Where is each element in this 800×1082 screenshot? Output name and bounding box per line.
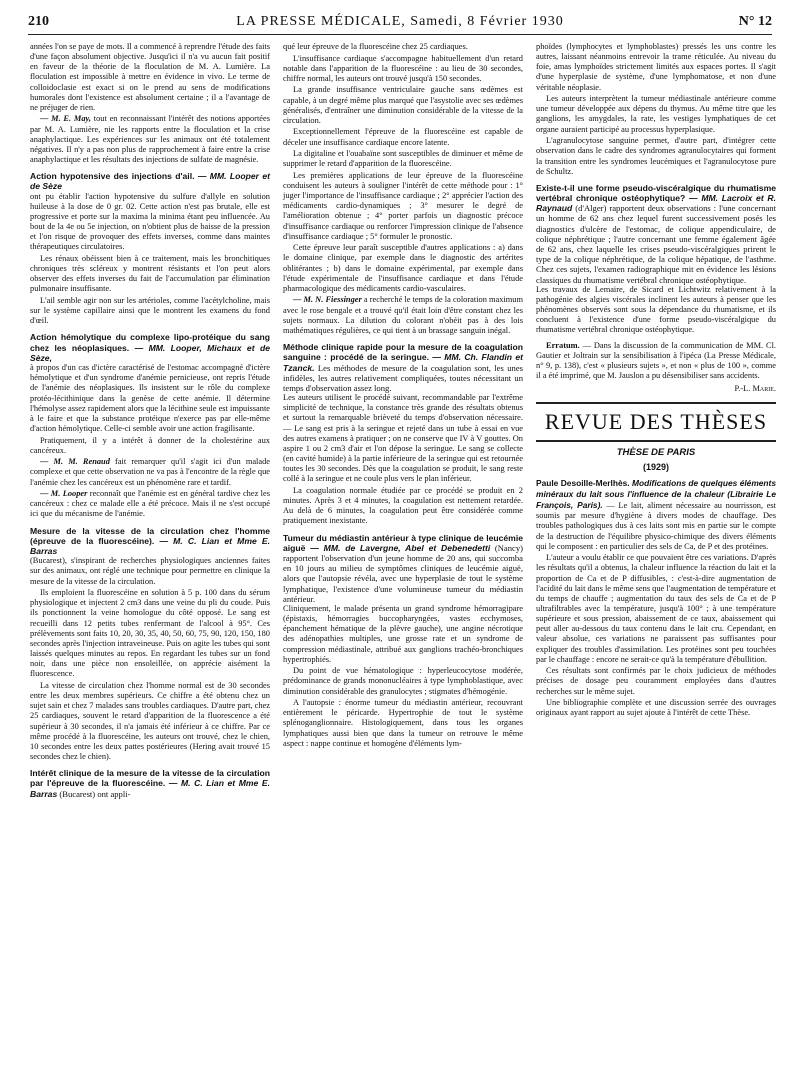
heading-text: Action hypotensive des injections d'ail.	[30, 171, 195, 182]
these-year: (1929)	[642, 461, 669, 472]
paragraph: L'auteur a voulu établir ce que pouvaient être ces variations. D'après les résultats qu'il a obtenus, la chaleur influence la réaction du lait et la proportion de Ca et de P diffusibles, : c'est-à-dire augmentation de l'acidité du lait dans le même sens que l'augmentation de température et du temps de chauffe ; augmentation du taux des sels de Ca et de P ultrafiltrables avec la température, jusqu'à 100° ; à une température supérieure et sous pression, abaissement de ce taux, abaissement qui peut aller au-dessous du taux contenu dans le lait cru. Cependant, en valeur absolue, ces variations ne paraissent pas suffisantes pour expliquer des troubles d'assimilation. Les protéines sont peu touchées par le chauffage : encore ne serait-ce qu'à la température d'ébullition.	[536, 553, 776, 664]
signature: P.-L. Marie.	[734, 384, 776, 394]
section-heading	[283, 342, 523, 393]
author-names: — M. N. Fiessinger	[293, 295, 362, 305]
paragraph: Cliniquement, le malade présenta un grand syndrome hémorragipare (épistaxis, hémorragies buccopharyngées, vastes ecchymoses, épanchement hématique de la plèvre gauche), une angine nécrotique des adénopathies multiples, une grosse rate et un syndrome de compression médiastinale, attribué aux ganglions trachéo-bronchiques hypertrophiés.	[283, 603, 523, 664]
paragraph	[30, 114, 270, 165]
paragraph: Ces résultats sont confirmés par le choix judicieux de méthodes précises de dosage peu couramment employées dans d'autres recherches sur le même sujet.	[536, 666, 776, 696]
paragraph: A l'autopsie : énorme tumeur du médiastin antérieur, recouvrant entièrement le péricarde. Hypertrophie de tout le système splénoganglionnaire. Histologiquement, dans tous les organes lymphatiques aussi bien que dans la tumeur on retrouve le même aspect : nappe continue et homogène d'éléments lym-	[283, 698, 523, 748]
heading-text: Méthode clinique rapide pour la mesure de la coagulation sanguine : procédé de la seringue.	[283, 342, 523, 363]
author-names: — MM. de Lavergne, Abel et Debenedetti	[305, 542, 491, 553]
author-names: — MM. Lacroix et R. Raynaud	[536, 193, 777, 214]
paragraph: Les auteurs interprètent la tumeur médiastinale antérieure comme une tumeur développée aux dépens du thymus. Au même titre que les ganglions, les amygdales, la rate, les vestiges lymphatiques de cet organe auraient participé au processus hyperplasique.	[536, 94, 776, 134]
paragraph: Les travaux de Lemaire, de Sicard et Lichtwitz relativement à la pathogénie des algies viscérales inclinent les auteurs à penser que les phénomènes observés sont sous la dépendance du rhumatisme, et ils concluent à l'existence d'une forme pseudo-viscéralgique du rhumatisme vertébral chronique ostéophytique.	[536, 284, 776, 335]
heading-text: Tumeur du médiastin antérieur à type clinique de leucémie aiguë	[283, 532, 523, 553]
paragraph-text: Les méthodes de mesure de la coagulation sont, les unes infidèles, les autres relativement compliquées, toutes nécessitant un temps d'observation assez long.	[283, 362, 523, 393]
paragraph: phoïdes (lymphocytes et lymphoblastes) pressés les uns contre les autres, laissant néanmoins entrevoir la trame réticulée. Au niveau du foie, amas lymphoïdes strictement limités aux espaces portes. Il s'agit d'une hyperplasie de système, d'une lymphomatose, et non d'une véritable néoplasie.	[536, 42, 776, 92]
heading-text: Intérêt clinique de la mesure de la vitesse de la circulation par l'épreuve de la fluorescéine.	[30, 768, 270, 789]
section-heading	[536, 183, 776, 285]
page-number: 210	[28, 14, 49, 29]
paragraph: (Bucarest), s'inspirant de recherches physiologiques anciennes faites sur des animaux, ont réglé une technique pour permettre en clinique la mesure de la vitesse de la circulation.	[30, 556, 270, 586]
these-author: Paule Desoille-Merlhès.	[536, 477, 630, 488]
these-work: Modifications de quelques éléments minéraux du lait sous l'influence de la chaleur (Librairie Le François, Paris).	[536, 477, 776, 511]
author-names: — M. C. Lian et Mme E. Barras	[30, 778, 271, 799]
paragraph	[283, 295, 523, 336]
section-heading	[30, 526, 270, 557]
column-3	[536, 42, 776, 720]
paragraph-text: fait remarquer qu'il s'agit ici d'un malade complexe et que cette observation ne va pas à l'encontre de la règle que l'anémie chez les cancéreux est un phénomène rare et tardif.	[30, 457, 270, 487]
paragraph: La vitesse de circulation chez l'homme normal est de 30 secondes entre les deux membres supérieurs. Ce chiffre a été obtenu chez un sujet sain et chez 7 malades sans troubles cardiaques. D'autre part, chez 25 cardiaques, souvent le retard d'apparition de la fluorescence a été supérieur à 30 secondes, il n'a jamais été inférieur à ce chiffre. Par ce même procédé à la fluorescéine, les auteurs ont trouvé, chez le chien, 10 secondes entre les deux pattes postérieures (Hering avait trouvé 15 secondes chez le chien).	[30, 680, 270, 761]
paragraph-text: tout en reconnaissant l'intérêt des notions apportées par M. A. Lumière, nie les rapports entre la floculation et la crise anaphylactique. Les expériences sur les animaux ont été totalement négatives. Il n'y a pas non plus de rapprochement à faire entre la crise anaphylactique et les résultats des injections de sulfate de magnésie.	[30, 114, 270, 165]
author-names: — MM. Looper et de Sèze	[30, 171, 270, 192]
paragraph: Les premières applications de leur épreuve de la fluorescéine conduisent les auteurs à souligner l'intérêt de cette méthode pour : 1° juger l'importance de l'insuffisance cardiaque ; 2° apprécier l'action des médicaments cardio-dynamiques ; 3° mesurer le degré de l'amélioration obtenue ; 4° porter parfois un diagnostic précoce d'insuffisance cardiaque ou renforcer l'impression clinique de l'absence d'insuffisance cardiaque ; 5° formuler le pronostic.	[283, 170, 523, 241]
paragraph: Une bibliographie complète et une discussion serrée des ouvrages originaux ayant rapport au sujet ajoute à l'intérêt de cette Thèse.	[536, 698, 776, 718]
heading-text: Mesure de la vitesse de la circulation chez l'homme (épreuve de la fluorescéine).	[30, 525, 270, 546]
heading-text: Existe-t-il une forme pseudo-viscéralgique du rhumatisme vertébral chronique ostéophytique?	[536, 182, 776, 204]
paragraph: L'agranulocytose sanguine permet, d'autre part, d'intégrer cette observation dans le cadre des syndromes agranulocytaires qui forment la transition entre les syndromes leucémiques et l'agranulocytose pure de Schultz.	[536, 136, 776, 176]
paragraph: à propos d'un cas d'ictère caractérisé de l'estomac accompagné d'ictère hémolytique et d'un syndrome d'anémie pernicieuse, ont repris l'étude de l'anémie des néoplasiques. Ils insistent sur le rôle du complexe protéo-lécithinique dans la genèse de cette anémie. Il détermine l'hémolyse assez rapidement alors que la lécithine seule est impuissante à le faire et que la substance protéique n'exerce pas par elle-même d'action hémolytique. Celle-ci semble avoir une action fragilisante.	[30, 363, 270, 434]
paragraph: L'insuffisance cardiaque s'accompagne habituellement d'un retard notable dans l'apparition de la fluorescéine : au lieu de 30 secondes, chiffre normal, les auteurs ont trouvé jusqu'à 150 secondes.	[283, 53, 523, 83]
author-names: — M. C. Lian et Mme E. Barras	[30, 535, 271, 557]
section-heading	[30, 332, 270, 363]
heading-text: Action hémolytique du complexe lipo-protéique du sang chez les néoplasiques.	[30, 332, 270, 353]
author-names: — MM. Ch. Flandin et Tzanck.	[283, 352, 524, 373]
author-names: — M. E. May,	[40, 114, 92, 124]
paragraph-text: — Le lait, aliment nécessaire au nourrisson, est soumis par mesure d'hygiène à divers modes de chauffage. Des troubles pathologiques dus à ces laits sont mis en partie sur le compte de la destruction de l'équilibre physico-chimique des divers éléments qui le composent : en particulier des sels de Ca, de P et des protéines.	[536, 501, 777, 551]
author-names: — MM. Looper, Michaux et de Sèze,	[30, 342, 270, 363]
author-names: — M. M. Renaud	[40, 457, 110, 467]
section-title: REVUE DES THÈSES	[536, 402, 776, 442]
erratum-label: Erratum.	[546, 340, 580, 350]
paragraph: L'ail semble agir non sur les artérioles, comme l'acétylcholine, mais sur le système capillaire ainsi que le montrent les examens du fond d'œil.	[30, 296, 270, 326]
paragraph-text: (Bucarest) ont appli-	[57, 788, 131, 799]
section-heading	[283, 533, 523, 604]
paragraph: qué leur épreuve de la fluorescéine chez 25 cardiaques.	[283, 42, 468, 51]
paragraph: Cette épreuve leur paraît susceptible d'autres applications : a) dans le domaine clinique, par exemple dans le diagnostic des artérites oblitérantes ; b) dans le domaine expérimental, par exemple dans l'étude expérimentale de l'insuffisance cardiaque et dans l'étude pharmacologique des médicaments cardio-vasculaires.	[283, 243, 523, 293]
paragraph	[30, 457, 270, 487]
paragraph: La grande insuffisance ventriculaire gauche sans œdèmes est capable, à un degré même plus marqué que l'asystolie avec ses œdèmes généralisés, d'entraîner une diminution considérable de la vitesse de la circulation.	[283, 85, 523, 125]
author-names: — M. Looper	[40, 489, 88, 499]
paragraph-text: reconnaît que l'anémie est en général tardive chez les cancéreux : chez ce malade elle a été précoce. Mais il ne s'est occupé ici que du mécanisme de l'anémie.	[30, 489, 270, 519]
paragraph: ont pu établir l'action hypotensive du sulfure d'allyle en solution huileuse à la dose de 0 gr. 02. Cette action n'est pas brutale, elle est progressive et porte sur la maxima la minima étant peu influencée. Au bout de la 4e ou 5e injection, on n'obtient plus de baisse de la pression et l'on risque de provoquer des effets inverses, comme dans maintes thérapeutiques circulatoires.	[30, 191, 270, 252]
paragraph: Du point de vue hématologique : hyperleucocytose modérée, prédominance de grands mononucléaires à type lymphoblastique, avec diminution considérable des granulocytes ; stigmates d'hémogénie.	[283, 666, 523, 696]
paragraph: Les auteurs utilisent le procédé suivant, recommandable par l'extrême simplicité de technique, la constance très grande des résultats obtenus et surtout la remarquable brièveté du temps d'observation nécessaire. — Le sang est pris à la seringue et rejeté dans un tube à essai en vue des autres examens à pratiquer ; on ne conserve que IV à V gouttes. On aspire 1 ou 2 cm3 d'air et l'on dépose la seringue. Le sang se collecte (en cavité humide) à la partie inférieure de la seringue qui est retournée toutes les 30 secondes. Dès que la coagulation se produit, le sang reste collé à la seringue et ne coule plus vers le plan inférieur.	[283, 393, 523, 484]
section-heading	[30, 768, 270, 799]
paragraph	[30, 489, 270, 519]
page-header	[28, 8, 772, 35]
section-heading	[30, 171, 270, 191]
paragraph: La digitaline et l'ouabaïne sont susceptibles de diminuer et même de supprimer le retard d'apparition de la fluorescéine.	[283, 149, 523, 169]
paragraph	[536, 478, 776, 552]
erratum	[536, 341, 776, 382]
paragraph-text: (d'Alger) rapportent deux observations : l'une concernant un homme de 62 ans chez lequel furent successivement posés les diagnostics d'ulcère de l'estomac, de colique appendiculaire, de colique néphrétique ; l'autre concernant une femme également âgée de 62 ans, chez laquelle les crises pseudo-viscéralgiques prirent le type de la colique néphrétique, de la colique hépatique, de l'asthme. Chez ces sujets, l'examen radiographique mit en évidence les lésions classiques du rhumatisme vertébral chronique ostéophytique.	[536, 203, 776, 285]
erratum-text: — Dans la discussion de la communication de MM. Cl. Gautier et Joltrain sur la sensibilisation à l'ipéca (La Presse Médicale, n° 9, p. 138), c'est « plusieurs sujets », et non « plus de 100 », comme il a été imprimé, que M. Jauslon a pu désensibiliser sans accidents.	[536, 340, 776, 381]
these-heading: THÈSE DE PARIS	[616, 447, 696, 459]
journal-title: LA PRESSE MÉDICALE, Samedi, 8 Février 1930	[236, 14, 564, 29]
column-1	[30, 42, 270, 799]
paragraph-text: (Nancy) rapportent l'observation d'un jeune homme de 20 ans, qui succomba en 10 jours au milieu de symptômes cliniques de leucémie aiguë, alors que l'autopsie révéla, avec une hyperplasie de tout le système lymphatique, l'existence d'une volumineuse tumeur du médiastin antérieur.	[283, 542, 523, 604]
paragraph: Ils emploient la fluorescéine en solution à 5 p. 100 dans du sérum physiologique et injectent 2 cm3 dans une veine du pli du coude. Puis ils ponctionnent la veine homologue du côté opposé. Le sang est recueilli dans 12 petits tubes renfermant de l'alcool à 95°. Ces prélèvements sont faits 10, 20, 30, 35, 40, 50, 60, 75, 90, 120, 150, 180 secondes après l'injection intraveineuse. Puis on agite les tubes qui sont laissés quelques minutes au repos. En regardant les tubes sur un fond noir, dans une pièce non ensoleillée, on apprécie aisément la fluorescence.	[30, 588, 270, 679]
paragraph: Pratiquement, il y a intérêt à donner de la cholestérine aux cancéreux.	[30, 435, 270, 455]
paragraph-text: a recherché le temps de la coloration maximum avec le rose bengale et a trouvé qu'il était loin d'être constant chez les sujets normaux. La dilution du colorant n'obéit pas à des lois mathématiques régulières, ce qui tient à un brassage sanguin inégal.	[283, 295, 524, 335]
column-2	[283, 42, 523, 750]
paragraph: Exceptionnellement l'épreuve de la fluorescéine est capable de déceler une insuffisance cardiaque encore latente.	[283, 127, 523, 147]
paragraph: Les rénaux obéissent bien à ce traitement, mais les bronchitiques chroniques très scléreux y montrent résistants et l'on peut alors observer des effets inverses du fait de l'accumulation par élimination pulmonaire insuffisante.	[30, 254, 270, 294]
issue-number: N° 12	[738, 14, 772, 29]
paragraph: La coagulation normale étudiée par ce procédé se produit en 2 minutes. Après 3 et 4 minutes, la coagulation est nettement retardée. Au delà de 6 minutes, la coagulation peut être considérée comme pratiquement inexistante.	[283, 485, 523, 526]
paragraph: années l'on se paye de mots. Il a commencé à reprendre l'étude des faits d'une façon absolument objective. Jusqu'ici il n'a vu aucun fait positif en faveur de la théorie de la floculation de M. A. Lumière. La floculation est impossible à mettre en évidence in vivo. Le terme de colloidoclasie est exact si on le prend au sens de modifications humorales dont l'existence est absolument certaine ; il a l'avantage de ne préjuger de rien.	[30, 42, 270, 112]
